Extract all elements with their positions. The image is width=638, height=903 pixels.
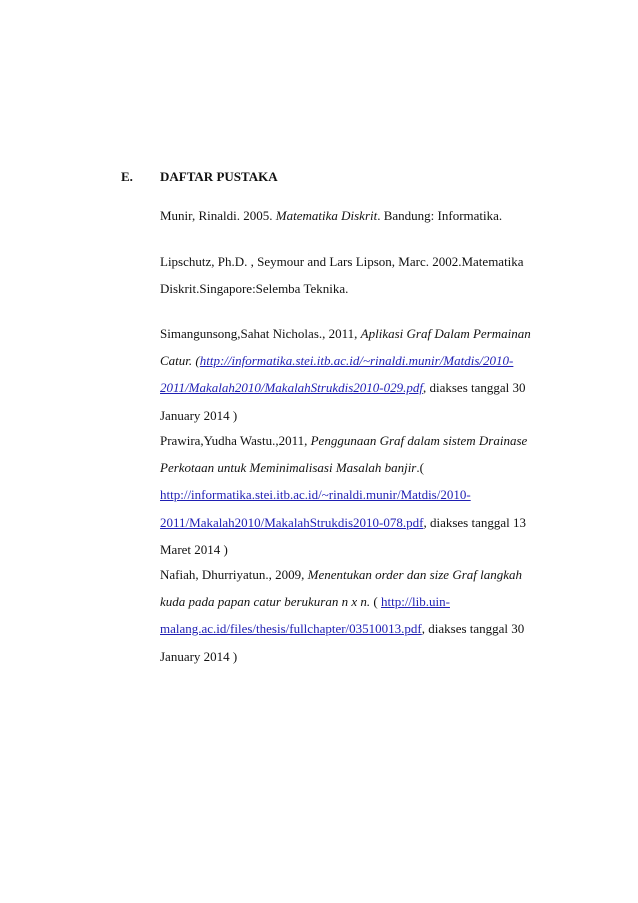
reference-url-link[interactable]: malang.ac.id/files/thesis/fullchapter/03510013.pdf xyxy=(160,621,422,637)
reference-line xyxy=(160,402,531,429)
reference-url-link[interactable]: http://informatika.stei.itb.ac.id/~rinaldi.munir/Matdis/2010- xyxy=(199,353,514,369)
reference-text: , diakses tanggal 30 xyxy=(421,621,525,637)
reference-url-link[interactable]: http://informatika.stei.itb.ac.id/~rinaldi.munir/Matdis/2010- xyxy=(160,487,471,503)
reference-text: .( xyxy=(416,460,424,476)
section-number: E. xyxy=(121,169,133,184)
reference-line xyxy=(160,275,524,302)
reference-text: ( xyxy=(370,594,381,610)
reference-entry xyxy=(160,561,524,670)
reference-text: , diakses tanggal 13 xyxy=(423,514,526,530)
reference-line xyxy=(160,248,524,275)
section-title: DAFTAR PUSTAKA xyxy=(160,169,278,184)
reference-text: Maret 2014 ) xyxy=(160,541,228,557)
reference-line xyxy=(160,454,527,481)
reference-line xyxy=(160,481,527,508)
reference-text: ( xyxy=(192,353,200,369)
reference-entry xyxy=(160,320,531,429)
reference-text: . Bandung: Informatika. xyxy=(377,208,503,223)
reference-entry xyxy=(160,427,527,563)
reference-text: Prawira,Yudha Wastu.,2011, xyxy=(160,433,311,448)
reference-text: Menentukan order dan size Graf langkah xyxy=(307,567,523,582)
reference-text: Matematika Diskrit xyxy=(275,208,378,223)
reference-line xyxy=(160,561,524,588)
reference-url-link[interactable]: 2011/Makalah2010/MakalahStrukdis2010-078.pdf xyxy=(160,514,424,530)
reference-text: , diakses tanggal 30 xyxy=(422,380,526,396)
reference-line xyxy=(160,374,531,401)
reference-text: Munir, Rinaldi. 2005. xyxy=(160,208,276,223)
reference-entry xyxy=(160,248,524,302)
reference-url-link[interactable]: 2011/Makalah2010/MakalahStrukdis2010-029.pdf xyxy=(160,380,423,396)
reference-line xyxy=(160,427,527,454)
reference-text: January 2014 ) xyxy=(160,648,238,664)
reference-line xyxy=(160,643,524,670)
reference-line xyxy=(160,509,527,536)
reference-line xyxy=(160,320,531,347)
reference-text: Catur. xyxy=(160,353,193,369)
reference-text: kuda pada papan catur berukuran n x n. xyxy=(160,594,371,610)
reference-text: Diskrit.Singapore:Selemba Teknika. xyxy=(160,281,349,297)
reference-line xyxy=(160,202,502,229)
reference-line xyxy=(160,347,531,374)
reference-text: Lipschutz, Ph.D. , Seymour and Lars Lipson, Marc. 2002.Matematika xyxy=(160,254,524,269)
reference-url-link[interactable]: http://lib.uin- xyxy=(380,594,450,610)
reference-text: Nafiah, Dhurriyatun., 2009, xyxy=(160,567,308,582)
reference-line xyxy=(160,615,524,642)
section-heading xyxy=(121,168,278,186)
reference-line xyxy=(160,588,524,615)
reference-text: Penggunaan Graf dalam sistem Drainase xyxy=(310,433,528,448)
reference-line xyxy=(160,536,527,563)
reference-text: Simangunsong,Sahat Nicholas., 2011, xyxy=(160,326,361,341)
reference-entry xyxy=(160,202,502,229)
reference-text: Aplikasi Graf Dalam Permainan xyxy=(360,326,531,341)
reference-text: Perkotaan untuk Meminimalisasi Masalah banjir xyxy=(160,460,417,476)
reference-text: January 2014 ) xyxy=(160,407,238,423)
